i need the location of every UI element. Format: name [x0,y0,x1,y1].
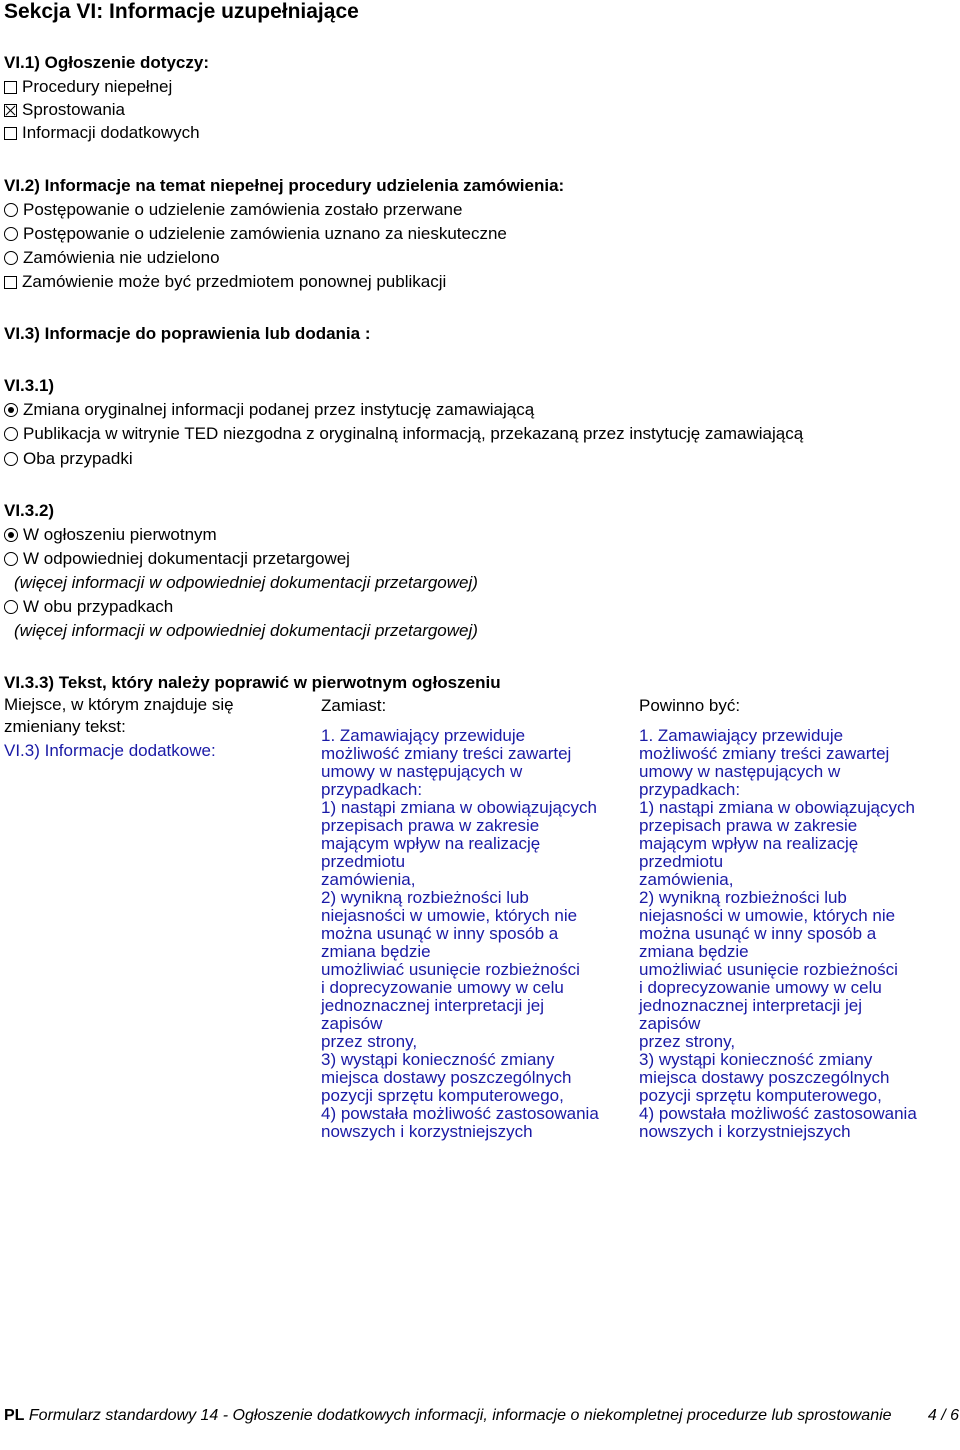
option-label: Sprostowania [22,100,126,119]
note-wiecej-informacji: (więcej informacji w odpowiedniej dokumentacji przetargowej) [14,573,478,592]
place-value: VI.3) Informacje dodatkowe: [4,741,216,760]
option-label: Procedury niepełnej [22,77,173,96]
option-label: Oba przypadki [23,449,133,468]
radio-selected-icon[interactable] [4,528,18,542]
instead-label: Zamiast: [321,696,387,715]
place-label: Miejsce, w którym znajduje się zmieniany tekst: [4,695,234,736]
should-text: 1. Zamawiający przewiduje możliwość zmiany treści zawartej umowy w następujących w przypadkach: 1) nastąpi zmiana w obowiązujących przepisach prawa w zakresie mającym wpływ na realizację przedmiotu zamówienia, 2) wynikną rozbieżności lub niejasności w umowie, których nie można usunąć w inny sposób a zmiana będzie umożliwiać usunięcie rozbieżności i doprecyzowanie umowy w celu jednoznacznej interpretacji jej zapisów przez strony, 3) wystąpi konieczność zmiany miejsca dostawy poszczególnych pozycji sprzętu komputerowego, 4) powstała możliwość zastosowania nowszych i korzystniejszych [639,726,917,1141]
section-vi3-heading: VI.3) Informacje do poprawienia lub dodania : [4,324,371,343]
section-vi2-heading: VI.2) Informacje na temat niepełnej procedury udzielenia zamówienia: [4,176,565,195]
instead-text: 1. Zamawiający przewiduje możliwość zmiany treści zawartej umowy w następujących w przypadkach: 1) nastąpi zmiana w obowiązujących przepisach prawa w zakresie mającym wpływ na realizację przedmiotu zamówienia, 2) wynikną rozbieżności lub niejasności w umowie, których nie można usunąć w inny sposób a zmiana będzie umożliwiać usunięcie rozbieżności i doprecyzowanie umowy w celu jednoznacznej interpretacji jej zapisów przez strony, 3) wystąpi konieczność zmiany miejsca dostawy poszczególnych pozycji sprzętu komputerowego, 4) powstała możliwość zastosowania nowszych i korzystniejszych [321,726,599,1141]
option-publikacja-ted[interactable] [4,423,803,445]
checkbox-checked-icon[interactable] [4,104,17,117]
radio-empty-icon[interactable] [4,203,18,217]
should-label: Powinno być: [639,696,741,715]
option-ponowna-publikacja[interactable] [4,271,446,293]
radio-selected-icon[interactable] [4,403,18,417]
option-label: W ogłoszeniu pierwotnym [23,525,217,544]
option-label: Publikacja w witrynie TED niezgodna z oryginalną informacją, przekazaną przez instytucję zamawiającą [23,424,804,443]
option-label: Postępowanie o udzielenie zamówienia zostało przerwane [23,200,463,219]
checkbox-empty-icon[interactable] [4,276,17,289]
footer-lang: PL [4,1407,25,1424]
section-vi31-heading: VI.3.1) [4,376,55,395]
radio-empty-icon[interactable] [4,251,18,265]
option-postepowanie-nieskuteczne[interactable] [4,223,507,245]
footer-page-number: 4 / 6 [927,1407,959,1424]
radio-empty-icon[interactable] [4,427,18,441]
radio-empty-icon[interactable] [4,452,18,466]
checkbox-empty-icon[interactable] [4,81,17,94]
option-label: Informacji dodatkowych [22,123,200,142]
option-w-dokumentacji[interactable] [4,548,350,570]
section-vi1-heading: VI.1) Ogłoszenie dotyczy: [4,53,209,72]
option-oba-przypadki[interactable] [4,448,133,470]
option-label: Zamówienia nie udzielono [23,248,220,267]
checkbox-empty-icon[interactable] [4,127,17,140]
radio-empty-icon[interactable] [4,552,18,566]
footer-form-name: Formularz standardowy 14 - Ogłoszenie dodatkowych informacji, informacje o niekompletnej procedurze lub sprostowanie [28,1407,892,1424]
section-vi32-heading: VI.3.2) [4,501,55,520]
option-informacji-dodatkowych[interactable] [4,122,200,144]
option-postepowanie-przerwane[interactable] [4,199,462,221]
option-w-ogloszeniu-pierwotnym[interactable] [4,524,217,546]
option-zamowienia-nie-udzielono[interactable] [4,247,220,269]
option-label: W obu przypadkach [23,597,174,616]
option-sprostowania[interactable] [4,99,125,121]
option-w-obu-przypadkach[interactable] [4,596,173,618]
page-title: Sekcja VI: Informacje uzupełniające [4,0,359,23]
option-label: Postępowanie o udzielenie zamówienia uznano za nieskuteczne [23,224,507,243]
option-zmiana-oryginalnej[interactable] [4,399,534,421]
option-procedury-niepelnej[interactable] [4,76,172,98]
note-wiecej-informacji: (więcej informacji w odpowiedniej dokumentacji przetargowej) [14,621,478,640]
radio-empty-icon[interactable] [4,600,18,614]
section-vi33-heading: VI.3.3) Tekst, który należy poprawić w pierwotnym ogłoszeniu [4,673,501,692]
radio-empty-icon[interactable] [4,227,18,241]
page-footer [4,1406,959,1426]
option-label: Zamówienie może być przedmiotem ponownej publikacji [22,272,447,291]
option-label: W odpowiedniej dokumentacji przetargowej [23,549,350,568]
option-label: Zmiana oryginalnej informacji podanej przez instytucję zamawiającą [23,400,535,419]
